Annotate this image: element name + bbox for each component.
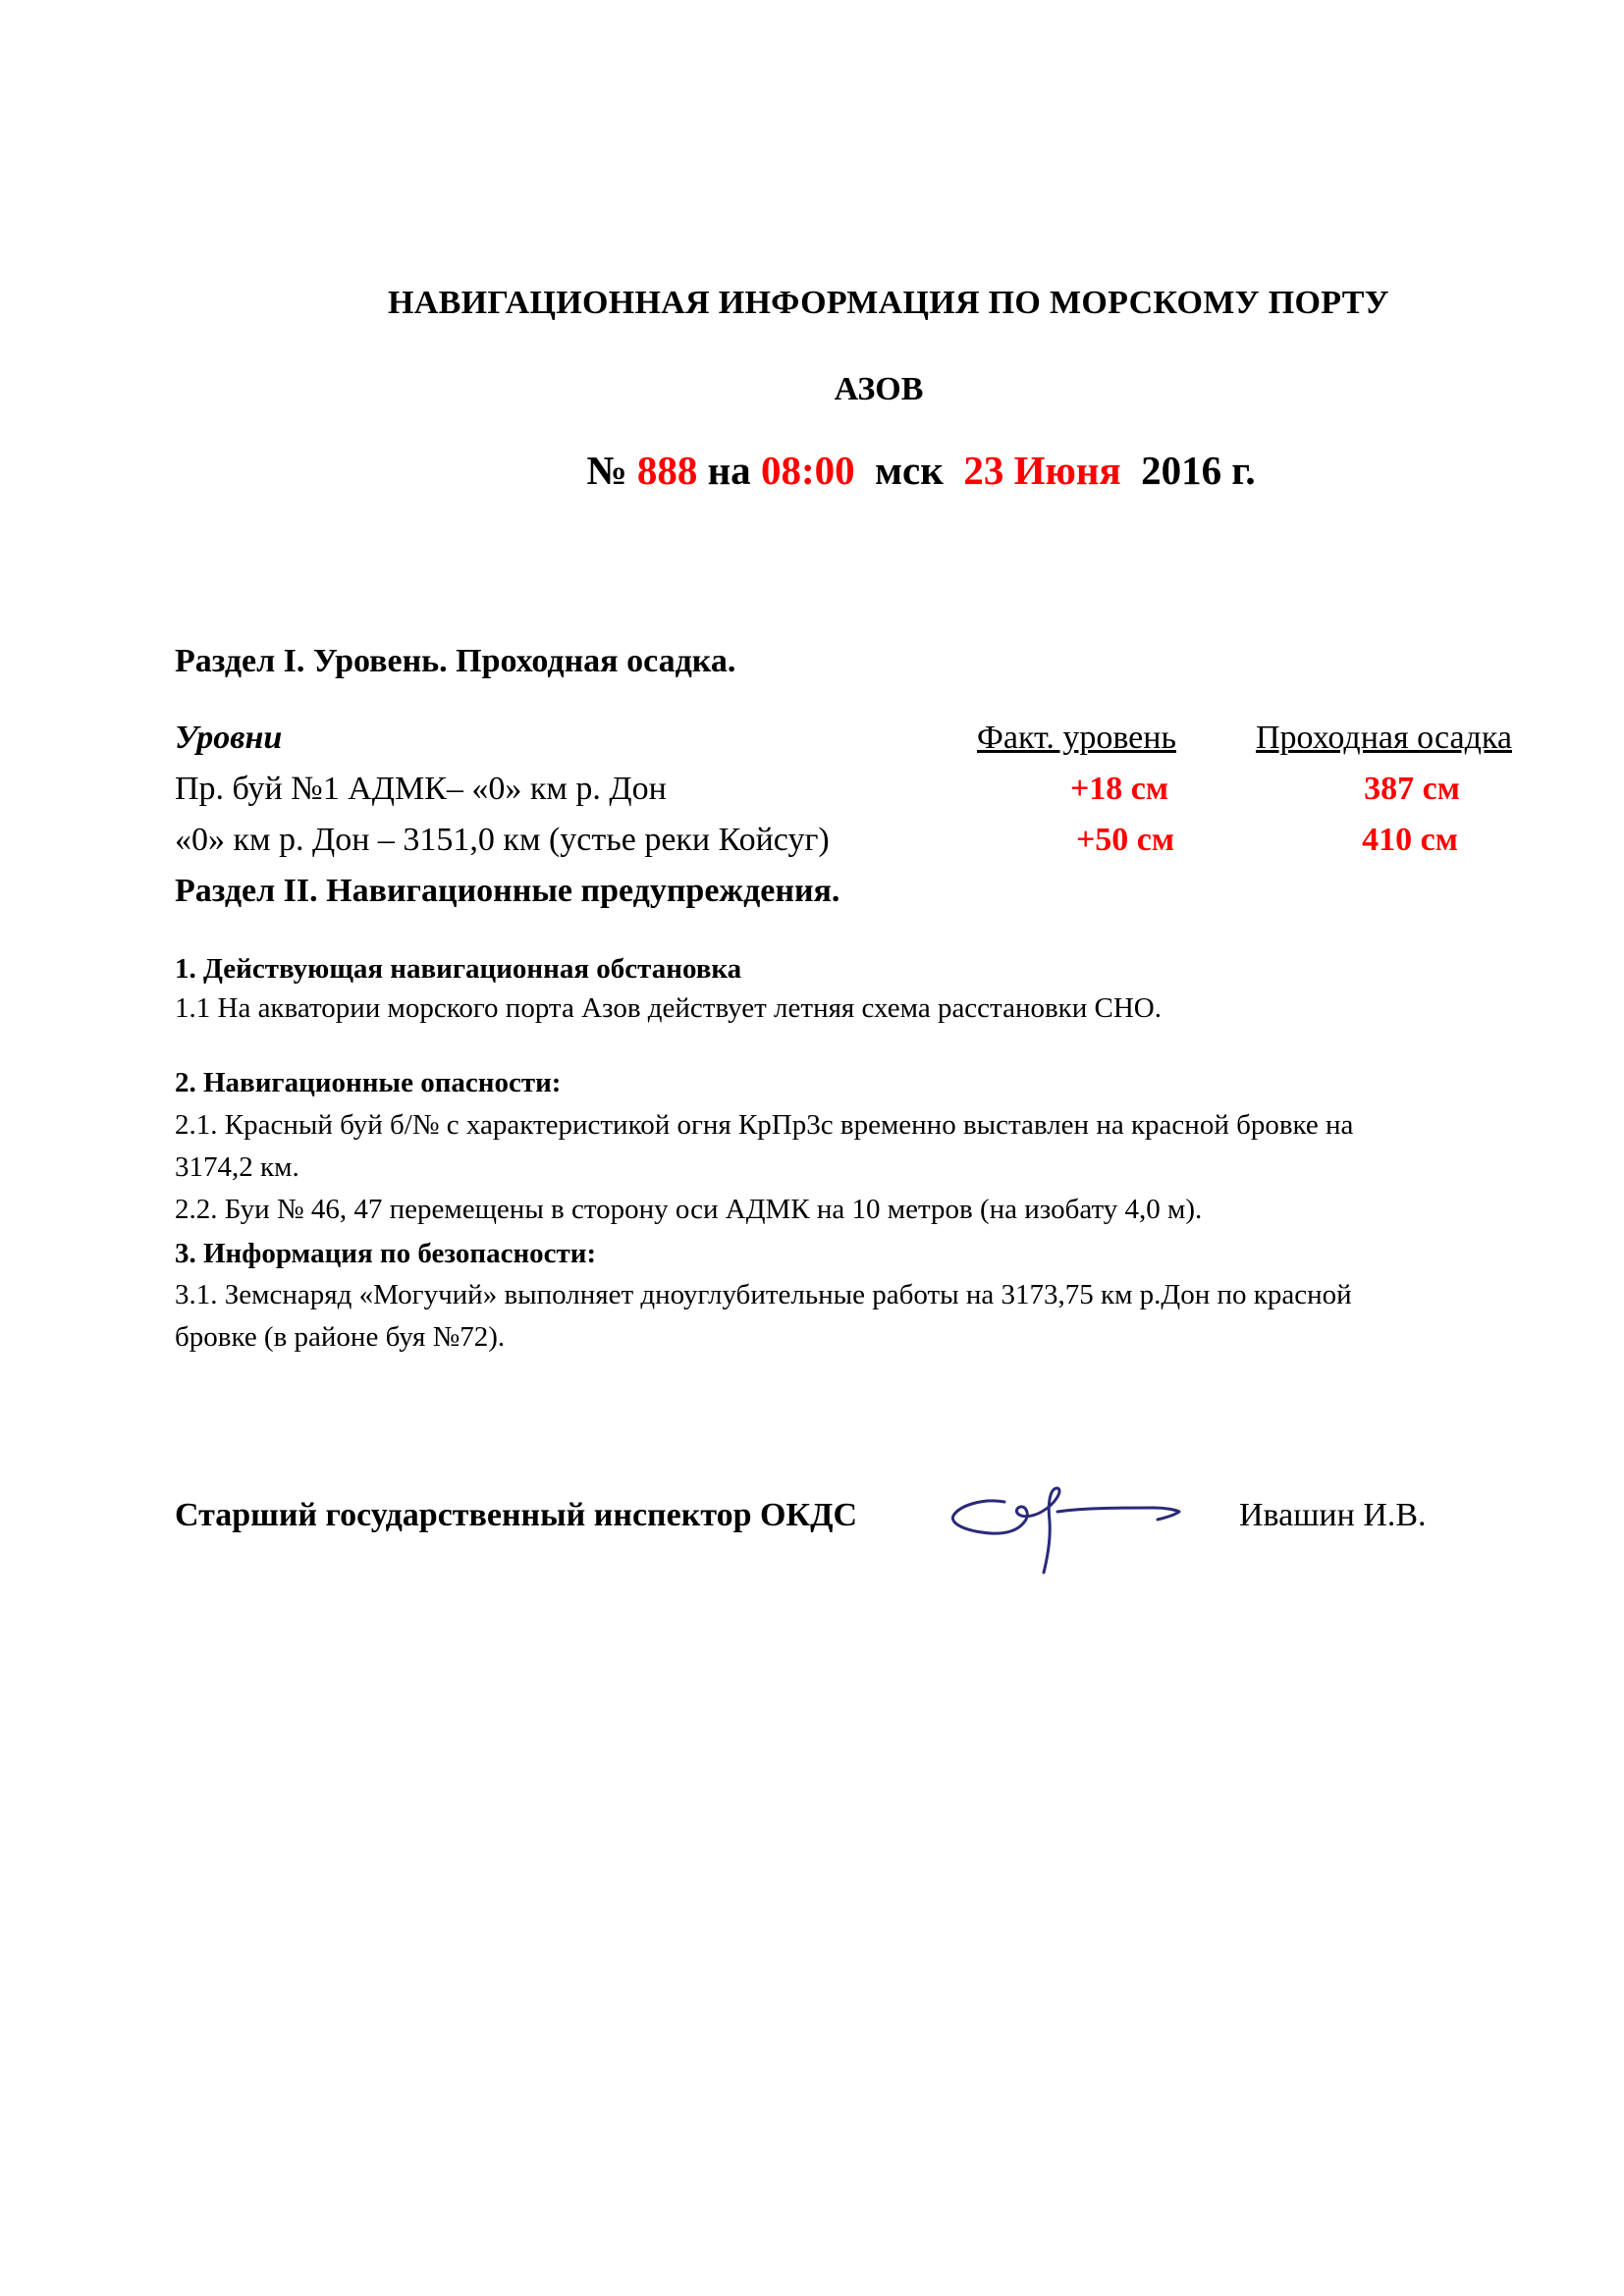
subsection-title: 2. Навигационные опасности: (175, 1067, 562, 1098)
timezone: мск (875, 448, 944, 493)
signer-position: Старший государственный инспектор ОКДС (175, 1497, 858, 1533)
bulletin-date: 23 Июня (963, 448, 1121, 493)
bulletin-number: 888 (636, 448, 698, 493)
fact-level-value: +50 см (1075, 822, 1175, 858)
bulletin-number-line (0, 447, 1624, 494)
passage-draft-header: Проходная осадка (1256, 720, 1512, 756)
passage-draft-value: 387 см (1364, 771, 1460, 807)
passage-draft-value: 410 см (1362, 822, 1458, 858)
subsection-title: 3. Информация по безопасности: (175, 1238, 597, 1269)
number-sign: № (586, 448, 627, 493)
port-name: АЗОВ (834, 371, 924, 407)
section2-title: Раздел II. Навигационные предупреждения. (175, 873, 840, 909)
bulletin-year: 2016 г. (1141, 448, 1256, 493)
level-row-label: Пр. буй №1 АДМК– «0» км р. Дон (175, 771, 667, 807)
levels-header: Уровни (175, 720, 283, 756)
handwritten-signature (947, 1482, 1195, 1580)
bulletin-time: 08:00 (760, 448, 855, 493)
paragraph: 3.1. Земснаряд «Могучий» выполняет дноуглубительные работы на 3173,75 км р.Дон по красной (175, 1279, 1352, 1310)
on-word: на (707, 448, 751, 493)
paragraph: 2.1. Красный буй б/№ с характеристикой огня КрПр3с временно выставлен на красной бровке на (175, 1109, 1354, 1141)
signer-name: Ивашин И.В. (1239, 1497, 1427, 1533)
document-title: НАВИГАЦИОННАЯ ИНФОРМАЦИЯ ПО МОРСКОМУ ПОРТУ (388, 285, 1389, 321)
paragraph: 3174,2 км. (175, 1151, 299, 1183)
fact-level-header: Факт. уровень (977, 720, 1176, 756)
section1-title: Раздел I. Уровень. Проходная осадка. (175, 643, 736, 679)
paragraph: 1.1 На акватории морского порта Азов действует летняя схема расстановки СНО. (175, 992, 1163, 1024)
level-row-label: «0» км р. Дон – 3151,0 км (устье реки Койсуг) (175, 822, 830, 858)
paragraph: бровке (в районе буя №72). (175, 1321, 506, 1353)
paragraph: 2.2. Буи № 46, 47 перемещены в сторону оси АДМК на 10 метров (на изобату 4,0 м). (175, 1194, 1203, 1225)
subsection-title: 1. Действующая навигационная обстановка (175, 953, 742, 985)
fact-level-value: +18 см (1069, 771, 1169, 807)
